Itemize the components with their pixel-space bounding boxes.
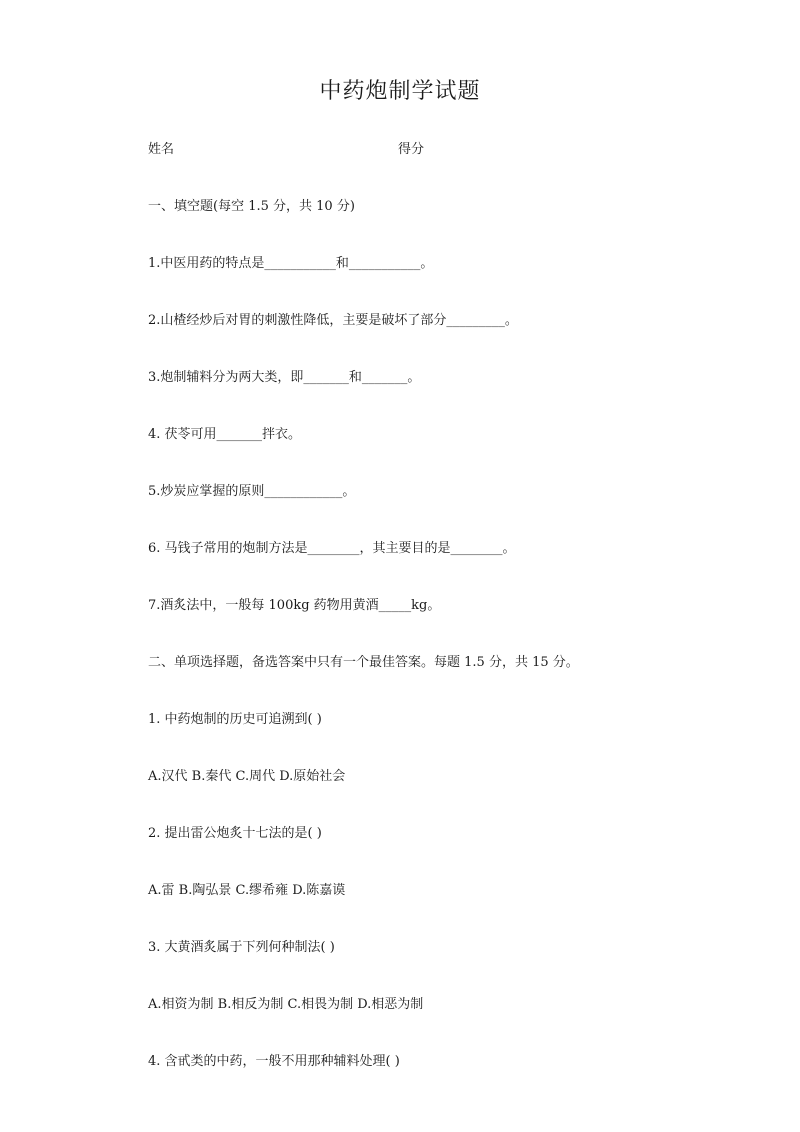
question-line: 5.炒炭应掌握的原则____________。 <box>148 484 356 499</box>
page-title: 中药炮制学试题 <box>319 79 481 104</box>
answer-options: A.汉代 B.秦代 C.周代 D.原始社会 <box>148 769 346 784</box>
section-heading-single-choice: 二、单项选择题，备选答案中只有一个最佳答案。每题 1.5 分，共 15 分。 <box>148 655 579 670</box>
name-label: 姓名 <box>148 142 175 157</box>
section-heading-fill-in: 一、填空题(每空 1.5 分，共 10 分) <box>148 199 355 214</box>
name-score-row <box>148 138 425 157</box>
score-label: 得分 <box>398 142 425 157</box>
question-line: 1.中医用药的特点是___________和___________。 <box>148 256 434 271</box>
answer-options: A.相资为制 B.相反为制 C.相畏为制 D.相恶为制 <box>148 997 424 1012</box>
question-line: 4. 茯苓可用_______拌衣。 <box>148 427 302 442</box>
question-line: 3. 大黄酒炙属于下列何种制法( ) <box>148 940 335 955</box>
question-line: 4. 含甙类的中药，一般不用那种辅料处理( ) <box>148 1054 400 1069</box>
answer-options: A.雷 B.陶弘景 C.缪希雍 D.陈嘉谟 <box>148 883 346 898</box>
question-line: 3.炮制辅料分为两大类，即_______和_______。 <box>148 370 421 385</box>
question-line: 6. 马钱子常用的炮制方法是________，其主要目的是________。 <box>148 541 516 556</box>
question-line: 7.酒炙法中，一般每 100kg 药物用黄酒_____kg。 <box>148 598 441 613</box>
question-line: 1. 中药炮制的历史可追溯到( ) <box>148 712 322 727</box>
question-line: 2. 提出雷公炮炙十七法的是( ) <box>148 826 322 841</box>
question-line: 2.山楂经炒后对胃的刺激性降低，主要是破坏了部分_________。 <box>148 313 518 328</box>
